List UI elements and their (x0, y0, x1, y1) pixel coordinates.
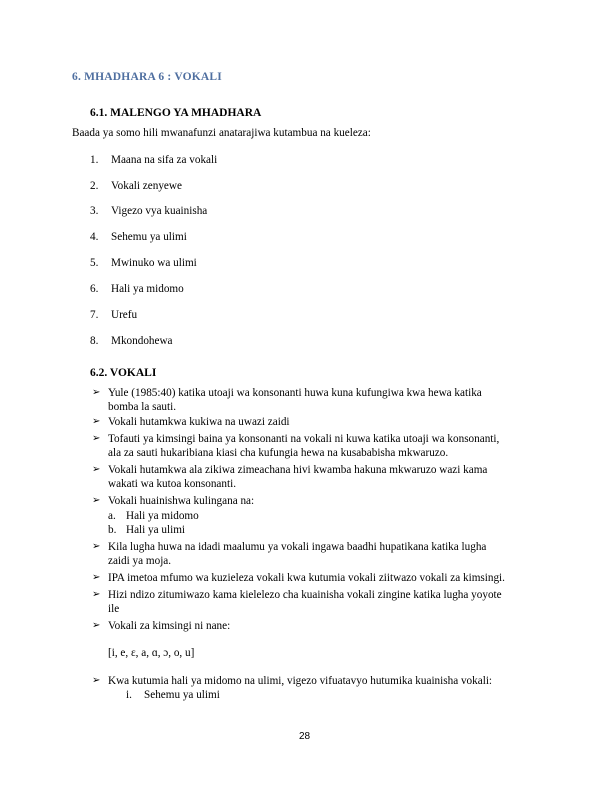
sub-item-label: i. (126, 689, 132, 701)
sub-item-label: b. (108, 524, 117, 536)
vowel-list: [i, e, ɛ, a, ɑ, ɔ, o, u] (108, 647, 195, 659)
arrow-bullet-icon: ➢ (92, 541, 101, 552)
bullet-text: ala za sauti hukaribiana kiasi cha kufungia hewa na kusababisha mkwaruzo. (108, 447, 449, 459)
list-item-text: Vokali zenyewe (111, 180, 182, 192)
section-title-vokali: 6.2. VOKALI (90, 367, 157, 379)
bullet-text: Hizi ndizo zitumiwazo kama kielelezo cha kuainisha vokali zingine katika lugha yoyote (108, 589, 502, 601)
arrow-bullet-icon: ➢ (92, 620, 101, 631)
arrow-bullet-icon: ➢ (92, 464, 101, 475)
bullet-text: Kwa kutumia hali ya midomo na ulimi, vigezo vifuatavyo hutumika kuainisha vokali: (108, 675, 493, 687)
list-item-number: 7. (90, 309, 99, 321)
bullet-text: Kila lugha huwa na idadi maalumu ya vokali ingawa baadhi hupatikana katika lugha (108, 541, 487, 553)
lecture-heading: 6. MHADHARA 6 : VOKALI (72, 71, 222, 83)
list-item-number: 8. (90, 335, 99, 347)
page-number: 28 (299, 731, 311, 742)
section-title-objectives: 6.1. MALENGO YA MHADHARA (90, 107, 262, 119)
bullet-text: Vokali za kimsingi ni nane: (108, 620, 231, 632)
list-item-number: 1. (90, 154, 99, 166)
sub-item-text: Hali ya ulimi (126, 524, 186, 536)
sub-item-text: Sehemu ya ulimi (144, 689, 220, 701)
list-item-text: Hali ya midomo (111, 283, 184, 295)
list-item-number: 5. (90, 257, 99, 269)
arrow-bullet-icon: ➢ (92, 675, 101, 686)
arrow-bullet-icon: ➢ (92, 433, 101, 444)
list-item-text: Mkondohewa (111, 335, 173, 347)
arrow-bullet-icon: ➢ (92, 495, 101, 506)
list-item-text: Maana na sifa za vokali (111, 154, 218, 166)
bullet-text: Tofauti ya kimsingi baina ya konsonanti na vokali ni kuwa katika utoaji wa konsonanti, (108, 433, 500, 445)
sub-item-text: Hali ya midomo (126, 510, 199, 522)
arrow-bullet-icon: ➢ (92, 589, 101, 600)
bullet-text: Vokali huainishwa kulingana na: (108, 495, 255, 507)
list-item-number: 6. (90, 283, 99, 295)
list-item-text: Vigezo vya kuainisha (111, 205, 208, 217)
sub-item-label: a. (108, 510, 116, 522)
objectives-intro: Baada ya somo hili mwanafunzi anatarajiwa kutambua na kueleza: (72, 127, 371, 139)
bullet-text: IPA imetoa mfumo wa kuzieleza vokali kwa kutumia vokali ziitwazo vokali za kimsingi. (108, 572, 505, 584)
bullet-text: zaidi ya moja. (108, 555, 172, 567)
arrow-bullet-icon: ➢ (92, 387, 101, 398)
bullet-text: bomba la sauti. (108, 401, 177, 413)
list-item-text: Urefu (111, 309, 138, 321)
bullet-text: Yule (1985:40) katika utoaji wa konsonanti huwa kuna kufungiwa kwa hewa katika (108, 387, 482, 399)
bullet-text: Vokali hutamkwa kukiwa na uwazi zaidi (108, 416, 290, 428)
arrow-bullet-icon: ➢ (92, 572, 101, 583)
bullet-text: ile (108, 603, 120, 615)
bullet-text: wakati wa kutoa konsonanti. (108, 478, 237, 490)
list-item-number: 3. (90, 205, 99, 217)
arrow-bullet-icon: ➢ (92, 416, 101, 427)
list-item-number: 2. (90, 180, 99, 192)
bullet-text: Vokali hutamkwa ala zikiwa zimeachana hivi kwamba hakuna mkwaruzo wazi kama (108, 464, 488, 476)
list-item-text: Mwinuko wa ulimi (111, 257, 197, 269)
list-item-text: Sehemu ya ulimi (111, 231, 187, 243)
list-item-number: 4. (90, 231, 99, 243)
